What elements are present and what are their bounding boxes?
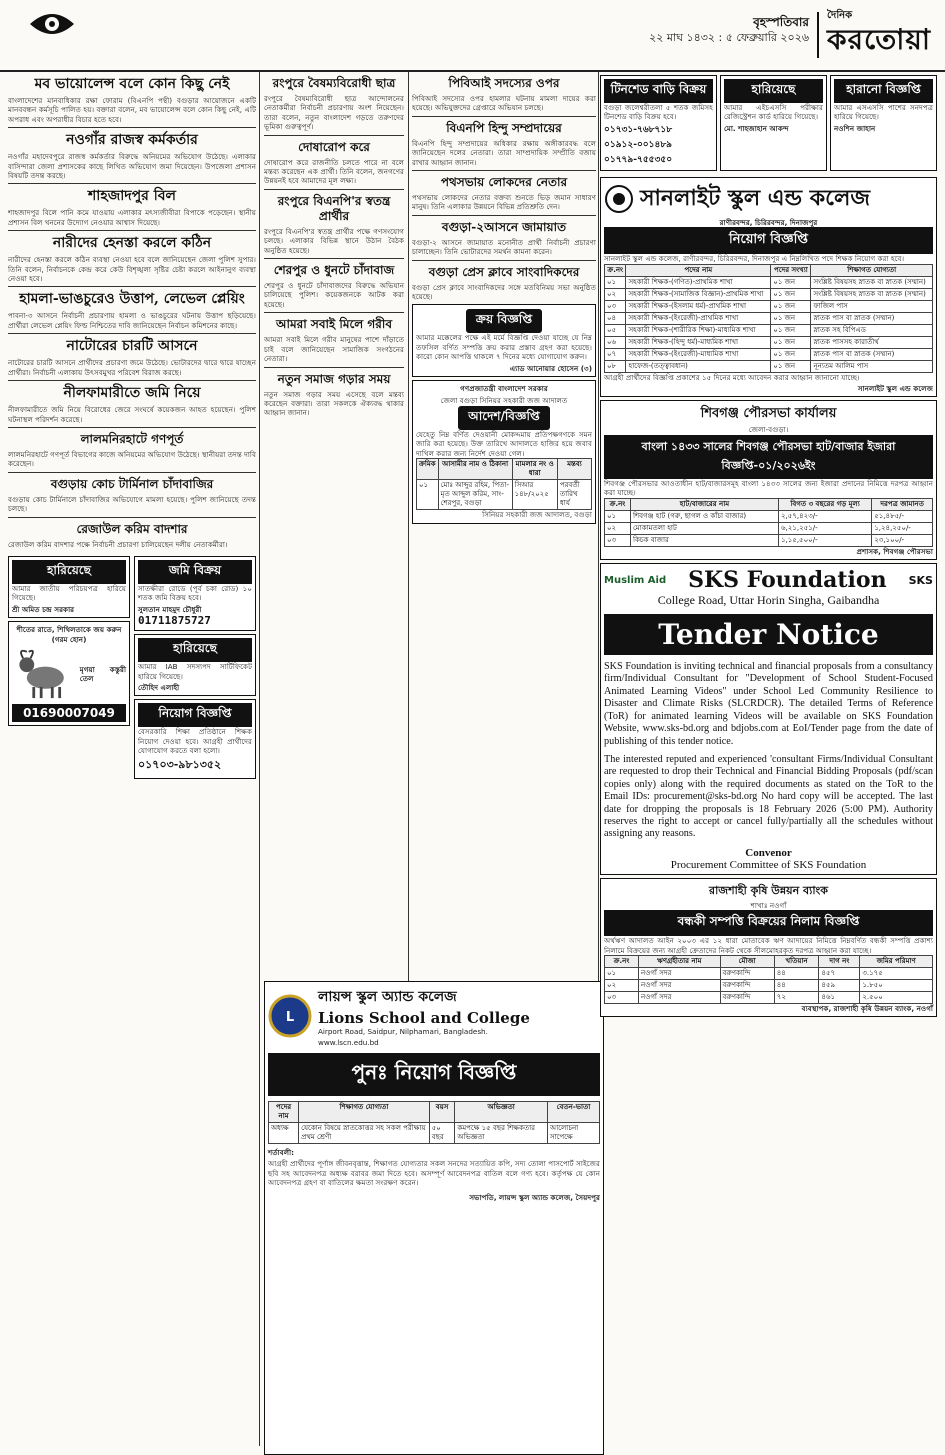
th: ঋণগ্রহীতার নাম [639, 955, 720, 967]
td: সিআর ১৪৮/২০২৫ [512, 480, 557, 510]
sunlight-sign: সানলাইট স্কুল এন্ড কলেজ [857, 384, 933, 394]
sunlight-notice: নিয়োগ বিজ্ঞপ্তি [604, 227, 933, 254]
divider [264, 135, 404, 136]
th: মন্তব্য [557, 459, 591, 480]
td: ২৩,১০০/- [872, 534, 933, 546]
news-headline[interactable]: দোষারোপ করে [298, 139, 370, 154]
td: ১,১৫,৫০০/- [778, 534, 871, 546]
table-header [417, 459, 592, 480]
divider [412, 215, 596, 216]
ad-sign: শ্রী অমিত চন্দ্র সরকার [12, 604, 75, 614]
td: নওগাঁ সদর [639, 991, 720, 1003]
divider [8, 517, 256, 518]
ad-phone[interactable]: ০১৯১২-০০১৪৮৯ [604, 139, 673, 150]
lions-terms: আগ্রহী প্রার্থীদের পূর্ণাঙ্গ জীবনবৃত্তান্ত, শিক্ষাগত যোগ্যতার সকল সনদের সত্যায়িত কপি, সদ্য তোলা পাসপোর্ট সাইজের ছবি সহ আবেদনপত্র অধ্যক্ষ বরাবর জমা দিতে হবে। অসম্পূর্ণ আবেদনপত্র বাতিল বলে গণ্য হবে। কর্তৃপক্ষ যে কোন আবেদনপত্র গ্রহণ বা বাতিলের ক্ষমতা সংরক্ষণ করেন। [268, 1159, 600, 1188]
ad-lost-4 [830, 75, 937, 171]
td: ০২ [605, 522, 631, 534]
th: বেতন-ভাতা [547, 1101, 599, 1122]
table-row [605, 991, 933, 1003]
ad-title: জমি বিক্রয় [138, 560, 252, 584]
tender-banner: Tender Notice [604, 614, 933, 655]
td: কিচক বাজার [630, 534, 778, 546]
news-body: শেরপুর ও ধুনটে চাঁদাবাজদের বিরুদ্ধে অভিযান চালিয়েছে পুলিশ। কয়েকজনকে আটক করা হয়েছে। [264, 281, 404, 309]
ad-phone[interactable]: ০১৭০৩-৯৮১৩৫২ [138, 757, 222, 771]
lions-address: Airport Road, Saidpur, Nilphamari, Bangladesh. [318, 1027, 488, 1036]
th: পদের নাম [269, 1101, 299, 1122]
table-row [605, 534, 933, 546]
krishi-title: রাজশাহী কৃষি উন্নয়ন ব্যাংক [709, 883, 828, 897]
td: সংশ্লিষ্ট বিষয়সহ স্নাতক বা স্নাতক (সম্মান) [811, 288, 933, 300]
td: অধ্যক্ষ [269, 1122, 299, 1143]
table-row [605, 522, 933, 534]
td: সহকারী শিক্ষক-(গণিত)-প্রাথমিক শাখা [626, 276, 771, 288]
court-sign: সিনিয়র সহকারী জজ আদালত, বগুড়া [482, 510, 592, 520]
td: ০১ জন [771, 300, 811, 312]
ad-tinshed [600, 75, 717, 171]
td: মোকামতলা হাট [630, 522, 778, 534]
divider [8, 427, 256, 428]
ad-title: টিনশেড বাড়ি বিক্রয় [604, 79, 713, 103]
th: পদের নাম [626, 264, 771, 276]
td: বরুণকান্দি [720, 979, 774, 991]
court-title: আদেশ/বিজ্ঞপ্তি [458, 406, 550, 430]
news-headline[interactable]: নতুন সমাজ গড়ার সময় [277, 371, 391, 386]
td: ০১ [605, 967, 639, 979]
shib-sign: প্রশাসক, শিবগঞ্জ পৌরসভা [856, 546, 933, 556]
ad-lost-2 [134, 634, 256, 696]
lions-logo-icon [268, 994, 312, 1038]
ad-sign: সুলতান মাহমুদ চৌধুরী [138, 604, 202, 614]
lions-title-en: Lions School and College [318, 1009, 530, 1027]
sks-sign-2: Procurement Committee of SKS Foundation [670, 858, 867, 871]
news-body: দোষারোপ করে রাজনীতি চলতে পারে না বলে মন্তব্য করেছেন এক প্রার্থী। তিনি বলেন, জনগণের উন্নয়নই হবে আমাদের মূল লক্ষ্য। [264, 157, 404, 186]
td: ০১ [417, 480, 439, 510]
column-4 [600, 72, 937, 1446]
news-body: বগুড়ায় কোচ টার্মিনালে চাঁদাবাজির অভিযোগে মামলা হয়েছে। পুলিশ জানিয়েছে তদন্ত চলছে। [8, 494, 256, 514]
shib-text: শিবগঞ্জ পৌরসভার আওতাধীন হাট/বাজারসমূহ বাংলা ১৪৩৩ সালের জন্য ইজারা প্রদানের নিমিত্তে দরপত্র আহ্বান করা যাচ্ছে। [604, 478, 933, 498]
svg-text:L: L [285, 1010, 295, 1026]
td: ৪৫৯ [819, 979, 860, 991]
news-body: রংপুরে বিএনপি'র স্বতন্ত্র প্রার্থীর পক্ষে গণসংযোগ চলছে। এলাকার বিভিন্ন স্থানে উঠান বৈঠক অনুষ্ঠিত হয়েছে। [264, 226, 404, 255]
lions-sign: সভাপতি, লায়ন্স স্কুল অ্যান্ড কলেজ, সৈয়দপুর [469, 1193, 600, 1203]
td: ০১ জন [771, 324, 811, 336]
td: ০৬ [605, 336, 626, 348]
krishi-sign: ব্যবস্থাপক, রাজশাহী কৃষি উন্নয়ন ব্যাংক, নওগাঁ [801, 1003, 933, 1013]
top-classifieds [600, 72, 937, 174]
news-body: পথসভায় লোকদের নেতার বক্তব্য শুনতে ভিড় জমান সাধারণ মানুষ। তিনি এলাকার উন্নয়নে বিভিন্ন প্রতিশ্রুতি দেন। [412, 193, 596, 212]
news-headline[interactable]: পথসভায় লোকদের নেতার [440, 175, 568, 190]
ad-phone[interactable]: ০১৭৭৯-৭৫৫৩৫০ [604, 154, 673, 165]
td: হাফেজ-(তত্ত্বাবধান) [626, 360, 771, 372]
th: খতিয়ান [774, 955, 819, 967]
ad-body: আমার এইচএসসি পরীক্ষার রেজিস্ট্রেশন কার্ড হারিয়ে গিয়েছে। [723, 103, 823, 122]
krishi-notice: বন্ধকী সম্পত্তি বিক্রয়ের নিলাম বিজ্ঞপ্তি [604, 910, 933, 936]
muslim-aid-logo: Muslim Aid [604, 574, 667, 586]
lions-header [268, 985, 600, 1048]
sunlight-title: সানলাইট স্কুল এন্ড কলেজ [640, 184, 871, 211]
divider [8, 127, 256, 128]
news-headline[interactable]: রংপুরে বিএনপি'র স্বতন্ত্র প্রার্থীর [277, 193, 391, 223]
td: ০১ জন [771, 348, 811, 360]
td: ০৫ [605, 324, 626, 336]
sks-address: College Road, Uttar Horin Singha, Gaibandha [657, 593, 880, 608]
divider [8, 230, 256, 231]
td: মোঃ আব্দুর রহিম, পিতা- মৃত আব্দুল করিম, সাং- শেরপুর, বগুড়া [438, 480, 512, 510]
table-row [605, 324, 933, 336]
divider [264, 258, 404, 259]
ad-body: বেসরকারি শিক্ষা প্রতিষ্ঠানে শিক্ষক নিয়োগ দেওয়া হবে। আগ্রহী প্রার্থীদের যোগাযোগ করতে বলা হলো। [138, 727, 252, 756]
td: ৫১,৪৮৫/- [872, 510, 933, 522]
table-header [605, 264, 933, 276]
td: ০১ [605, 276, 626, 288]
td: স্নাতক পাস বা স্নাতক (সম্মান) [811, 348, 933, 360]
td: বরুণকান্দি [720, 967, 774, 979]
news-body: বগুড়া-২ আসনে জামায়াত মনোনীত প্রার্থী নির্বাচনী প্রচারণা চালাচ্ছেন। তিনি ভোটারদের সমর্থন কামনা করেন। [412, 237, 596, 257]
td: শিবগঞ্জ হাট (গরু, ছাগল ও কাঁচা বাজার) [630, 510, 778, 522]
ad-title: নিয়োগ বিজ্ঞপ্তি [138, 703, 252, 727]
court-govt: গণপ্রজাতন্ত্রী বাংলাদেশ সরকার [460, 384, 548, 394]
news-headline[interactable]: রেজাউল করিম বাদশার [76, 521, 188, 536]
td: ০২ [605, 979, 639, 991]
news-headline[interactable]: নওগাঁর রাজস্ব কর্মকর্তার [66, 132, 198, 149]
divider [412, 170, 596, 171]
column-1 [8, 72, 256, 1446]
th: ক্র.নং [605, 498, 631, 510]
news-body: শাহজাদপুর বিলে পানি কমে যাওয়ায় এলাকার মৎস্যজীবীরা বিপাকে পড়েছেন। স্থানীয় প্রশাসন বিল খননের উদ্যোগ নেওয়ার আশ্বাস দিয়েছে। [8, 208, 256, 227]
td: ০৭ [605, 348, 626, 360]
lions-school-ad [264, 981, 604, 1455]
sks-paragraph-2: The interested reputed and experienced 'consultant Firms/Individual Consultant are requested to drop their Technical and Financial Bidding Proposals (pdf/scan copies only) along with the required documents as stated on the ToR to the Email IDs: procurement@sks-bd.org No hard copy will be accepted. The last date for dropping the proposals is 18 February 2026 (5:00 PM). Authority reserves the right to accept or cancel fully/partially all the schedules without assigning any reasons. [604, 753, 933, 840]
ad-body: বগুড়া জলেশ্বরীতলা ৫ শতক জমিসহ টিনশেড বাড়ি বিক্রয় হবে। [604, 103, 713, 122]
lions-title-bn: লায়ন্স স্কুল অ্যান্ড কলেজ [318, 989, 457, 1005]
td: কমপক্ষে ১৫ বছর শিক্ষকতার অভিজ্ঞতা [455, 1122, 548, 1143]
shib-sub: জেলা-বগুড়া। [748, 425, 789, 435]
ad-phone[interactable]: ০১৭৩১-৭৬৮৭১৮ [604, 124, 673, 135]
news-body: নওগাঁর মহাদেবপুরে রাজস্ব কর্মকর্তার বিরুদ্ধে অনিয়মের অভিযোগ উঠেছে। এলাকার বাসিন্দারা জেলা প্রশাসকের কাছে লিখিত অভিযোগ জমা দিয়েছেন। উপজেলা প্রশাসন বিষয়টি তদন্ত করছে। [8, 152, 256, 181]
table-row [605, 276, 933, 288]
sks-paragraph-1: SKS Foundation is inviting technical and financial proposals from a consultancy firm/Individual Consultant for "Development of School Student-Focused Animated Learning Videos" under School Led Community Resilience to Disaster and Climate Risks (SLCRDCR). The detailed Terms of Reference (ToR) for animated learning Videos will be available on SKS Foundation Website, www.sks-bd.org and bdjobs.com at EoI/Tender page from the date of publishing of this tender notice. [604, 661, 933, 747]
ad-sign: তৌহিদ এলাহী [138, 682, 180, 692]
sunlight-footer: আগ্রহী প্রার্থীদের বিজ্ঞপ্তি প্রকাশের ১৫ দিনের মধ্যে আবেদন করার আহ্বান জানানো যাচ্ছে। [604, 372, 860, 382]
ad-sign: নওশিন জাহান [833, 123, 876, 133]
td: ১.৮৫০ [860, 979, 933, 991]
krishi-sub: শাখাঃ নওগাঁ [750, 900, 787, 910]
table-row [605, 312, 933, 324]
sks-title: SKS Foundation [688, 567, 887, 594]
td: ০৩ [605, 300, 626, 312]
ad-body: আমার এসএসসি পাশের সনদপত্র হারিয়ে গিয়েছে। [833, 103, 933, 122]
ad-phone[interactable]: 01711875727 [138, 614, 211, 628]
td: ১,২৪,২৫০/- [872, 522, 933, 534]
classified-row [8, 553, 256, 782]
td: ৩.১৭৫ [860, 967, 933, 979]
news-headline[interactable]: মব ভায়োলেন্স বলে কোন কিছু নেই [34, 76, 230, 92]
lions-banner: পুনঃ নিয়োগ বিজ্ঞপ্তি [268, 1053, 600, 1096]
shib-notice: বাংলা ১৪৩৩ সালের শিবগঞ্জ পৌরসভা হাট/বাজার ইজারা বিজ্ঞপ্তি-০১/২০২৬ইং [604, 435, 933, 479]
th: ক্র.নং [605, 955, 639, 967]
news-headline[interactable]: শাহজাদপুর বিল [88, 188, 176, 205]
sunlight-sub: রাণীরবন্দর, চিরিরবন্দর, দিনাজপুর [719, 217, 818, 227]
td: ফাজিল পাস [811, 300, 933, 312]
date-label: ২২ মাঘ ১৪৩২ : ৫ ফেব্রুয়ারি ২০২৬ [649, 31, 810, 44]
masthead-right [649, 8, 931, 58]
th: পদের সংখ্যা [771, 264, 811, 276]
ad-phone[interactable]: 01690007049 [12, 704, 126, 722]
ad-body: সাতক্ষীরা রোডে (পূর্ব চকা রোড) ১০ শতক জমি বিক্রয় হবে। [138, 583, 252, 603]
day-label: বৃহস্পতিবার [753, 15, 810, 29]
news-headline[interactable]: হামলা-ভাঙচুরেও উত্তাপ, লেভেল প্লেয়িং [19, 291, 245, 308]
news-headline[interactable]: নীলফামারীতে জমি নিয়ে [63, 385, 201, 402]
table-row [605, 510, 933, 522]
lions-site[interactable]: www.lscn.edu.bd [318, 1038, 379, 1048]
divider [264, 312, 404, 313]
ad-sign: এ্যাড আনোয়ার হোসেন (৩) [509, 363, 592, 373]
td: ৪৪ [774, 979, 819, 991]
krishi-bank-ad [600, 878, 937, 1018]
table-row [605, 360, 933, 372]
td: পরবর্তী তারিখ ধার্য [557, 480, 591, 510]
shibganj-ad [600, 400, 937, 560]
th: জমির পরিমাণ [860, 955, 933, 967]
sunlight-header [604, 181, 933, 218]
paper-logo-icon [28, 10, 76, 38]
th: মামলার নং ও ধারা [512, 459, 557, 480]
td: স্নাতক সহ বিপিএড [811, 324, 933, 336]
krishi-table [604, 955, 933, 1004]
news-headline[interactable]: নারীদের হেনস্তা করলে কঠিন [52, 235, 212, 252]
td: ৪৪ [774, 967, 819, 979]
ad-title: হারিয়েছে [12, 560, 126, 584]
sks-sign-1: Convenor [745, 846, 792, 859]
divider [8, 472, 256, 473]
ad-goat-body [12, 644, 126, 704]
table-row [605, 300, 933, 312]
td: ৬,২১,২৫১/- [778, 522, 871, 534]
news-body: রংপুরে বৈষম্যবিরোধী ছাত্র আন্দোলনের নেতাকর্মীরা নির্বাচনী প্রচারণায় অংশ নিয়েছেন। তারা বলেন, নতুন বাংলাদেশ গড়তে তরুণদের ভূমিকা গুরুত্বপূর্ণ। [264, 94, 404, 132]
table-header [605, 955, 933, 967]
th: মৌজা [720, 955, 774, 967]
sunlight-intro: সানলাইট স্কুল এন্ড কলেজ, রাণীরবন্দর, চিরিরবন্দর, দিনাজপুর এ নিম্নলিখিত পদে শিক্ষক নিয়োগ করা হবে। [604, 254, 905, 264]
lions-titles [318, 985, 530, 1048]
sks-logo: SKS [908, 573, 933, 587]
td: ৪৫৭ [819, 967, 860, 979]
td: ০১ জন [771, 336, 811, 348]
news-body: বগুড়া প্রেস ক্লাবে সাংবাদিকদের সঙ্গে মতবিনিময় সভা অনুষ্ঠিত হয়েছে। [412, 282, 596, 302]
td: সহকারী শিক্ষক-(ইসলাম ধর্ম)-প্রাথমিক শাখা [626, 300, 771, 312]
td: সহকারী শিক্ষক-(হিন্দু ধর্ম)-মাধ্যমিক শাখা [626, 336, 771, 348]
masthead [0, 0, 945, 72]
table-row [605, 288, 933, 300]
news-headline[interactable]: বগুড়া প্রেস ক্লাবে সাংবাদিকদের [428, 264, 580, 279]
td: স্নাতক পাস বা স্নাতক (সম্মান) [811, 312, 933, 324]
ad-title: হারিয়েছে [724, 79, 823, 103]
sks-tender-ad [600, 563, 937, 875]
ad-title: শীতের রাতে, শিথিলতাকে জয় করুন (গরম হোন) [16, 625, 122, 644]
divider [264, 189, 404, 190]
news-body: লালমনিরহাটে গণপূর্ত বিভাগের কাজে অনিয়মের অভিযোগ উঠেছে। স্থানীয়রা তদন্ত দাবি করেছেন। [8, 449, 256, 469]
td: সহকারী শিক্ষক-(শারীরিক শিক্ষা)-মাধ্যমিক শাখা [626, 324, 771, 336]
td: স্নাতক পাসসহ কারাতীর্থ [811, 336, 933, 348]
news-body: বিএনপি হিন্দু সম্প্রদায়ের অধিকার রক্ষায় অঙ্গীকারবদ্ধ বলে জানিয়েছেন দলের নেতারা। তারা সাম্প্রদায়িক সম্প্রীতি বজায় রাখার আহ্বান জানান। [412, 138, 596, 167]
td: ০১ জন [771, 360, 811, 372]
court-office: জেলা বগুড়া সিনিয়র সহকারী জজ আদালত [440, 395, 568, 405]
td: ০৪ [605, 312, 626, 324]
news-body: পাবনা-৩ আসনে নির্বাচনী প্রচারণায় হামলা ও ভাঙচুরের ঘটনায় উত্তাপ ছড়িয়েছে। প্রার্থীরা লেভেল প্লেয়িং ফিল্ড নিশ্চিতের দাবি জানিয়েছেন নির্বাচন কমিশনের কাছে। [8, 311, 256, 330]
paper-prefix: দৈনিক [827, 10, 853, 21]
ad-body: আমার IAB সদস্যপদ সার্টিফিকেট হারিয়ে গিয়েছে। [138, 662, 252, 681]
masthead-dates [649, 14, 809, 46]
td: ০১ জন [771, 276, 811, 288]
news-body: নতুন সমাজ গড়ার সময় এসেছে বলে মন্তব্য করেছেন বক্তারা। তারা সকলকে ঐক্যবদ্ধ থাকার আহ্বান জানান। [264, 389, 404, 418]
td: নওগাঁ সদর [639, 967, 720, 979]
news-body: আমরা সবাই মিলে গরীব মানুষের পাশে দাঁড়াতে চাই বলে জানিয়েছেন সামাজিক সংগঠনের নেতারা। [264, 335, 404, 364]
td: ০৩ [605, 991, 639, 1003]
th: ক্র.নং [605, 264, 626, 276]
masthead-divider [817, 12, 819, 58]
ad-goat [8, 621, 130, 726]
news-headline[interactable]: রংপুরে বৈষম্যবিরোধী ছাত্র [272, 76, 396, 90]
td: ০১ জন [771, 288, 811, 300]
td: সংশ্লিষ্ট বিষয়সহ স্নাতক বা স্নাতক (সম্মান) [811, 276, 933, 288]
td: সহকারী শিক্ষক-(ইংরেজী)-প্রাথমিক শাখা [626, 312, 771, 324]
td: বরুণকান্দি [720, 991, 774, 1003]
th: আসামীর নাম ও ঠিকানা [438, 459, 512, 480]
th: দরপত্র জামানত [872, 498, 933, 510]
court-table [416, 458, 592, 510]
news-headline[interactable]: বগুড়া-২আসনে জামায়াত [441, 219, 567, 234]
sunlight-table [604, 264, 933, 373]
court-body: যেহেতু নিম্ন বর্ণিত দেওয়ানী মোকদ্দমায় প্রতিপক্ষগণকে সমন জারি করা হয়েছে। উক্ত তারিখে আদালতে হাজির হয়ে জবাব দাখিল করার জন্য নির্দেশ দেওয়া গেল। [416, 429, 592, 458]
news-headline[interactable]: লালমনিরহাটে গণপূর্ত [80, 431, 184, 446]
ad-product: মৃগয়া কস্তুরী তেল [79, 664, 126, 683]
td: ৫০ বছর [429, 1122, 455, 1143]
divider [8, 333, 256, 334]
td: ২,৫৭,৪২৩/- [778, 510, 871, 522]
td: ০৮ [605, 360, 626, 372]
classified-left [8, 553, 130, 782]
column-divider [259, 72, 260, 1446]
news-headline[interactable]: নাটোরের চারটি আসনে [66, 338, 198, 355]
divider [264, 367, 404, 368]
krishi-text: অর্থঋণ আদালত আইন ২০০৩ এর ১২ ধারা মোতাবেক ঋণ আদায়ের নিমিত্তে নিম্নবর্ণিত বন্ধকী সম্পত্তি প্রকাশ্য নিলামে বিক্রয়ের জন্য আগ্রহী ক্রেতাদের নিকট থেকে সীলমোহরকৃত দরপত্র আহ্বান করা যাচ্ছে। [604, 936, 933, 955]
paper-name: করতোয়া [827, 23, 931, 56]
lions-table [268, 1101, 600, 1144]
ad-lost-3 [720, 75, 827, 171]
lions-terms-title: শর্তাবলী: [268, 1147, 295, 1157]
table-row [417, 480, 592, 510]
news-body: নাটোরের চারটি আসনে প্রার্থীদের প্রচারণা জমে উঠেছে। ভোটারদের দ্বারে দ্বারে যাচ্ছেন প্রার্থীরা। নির্বাচনী এলাকায় উৎসবমুখর পরিবেশ বিরাজ করছে। [8, 358, 256, 377]
td: নূন্যতম আলিম পাস [811, 360, 933, 372]
divider [8, 286, 256, 287]
sks-header [604, 567, 933, 593]
td: ২.৫০০ [860, 991, 933, 1003]
ad-lost-1 [8, 556, 130, 618]
school-seal-icon [604, 184, 634, 214]
divider [412, 116, 596, 117]
ad-sign: মো. শাহজাহান আকন্দ [723, 123, 789, 133]
news-body: পিবিআই সদস্যের ওপর হামলার ঘটনায় মামলা দায়ের করা হয়েছে। অভিযুক্তদের গ্রেপ্তারে অভিযান চলছে। [412, 94, 596, 113]
classified-right [134, 553, 256, 782]
table-row [605, 336, 933, 348]
table-header [269, 1101, 600, 1122]
sunlight-ad [600, 177, 937, 398]
table-row [605, 967, 933, 979]
td: সহকারী শিক্ষক-(সামাজিক বিজ্ঞান)-প্রাথমিক শাখা [626, 288, 771, 300]
table-row [269, 1122, 600, 1143]
goat-icon [12, 644, 77, 704]
td: যেকোন বিষয়ে স্নাতকোত্তর সহ সকল পরীক্ষায় প্রথম শ্রেণী [299, 1122, 430, 1143]
th: শিক্ষাগত যোগ্যতা [299, 1101, 430, 1122]
divider [412, 260, 596, 261]
th: বয়স [429, 1101, 455, 1122]
divider [8, 380, 256, 381]
column-3 [412, 72, 596, 972]
ad-body: আমার জাতীয় পরিচয়পত্র হারিয়ে গিয়েছে। [12, 583, 126, 603]
td: আলোচনা সাপেক্ষে [547, 1122, 599, 1143]
news-body: নীলফামারীতে জমি নিয়ে বিরোধের জেরে সংঘর্ষে কয়েকজন আহত হয়েছেন। পুলিশ ঘটনাস্থল পরিদর্শন করেছে। [8, 405, 256, 424]
td: ০১ [605, 510, 631, 522]
ad-buy-notice [412, 304, 596, 377]
td: ৭২ [774, 991, 819, 1003]
divider [8, 183, 256, 184]
ad-title: হারানো বিজ্ঞপ্তি [834, 79, 933, 103]
news-headline[interactable]: শেরপুর ও ধুনটে চাঁদাবাজ [273, 263, 395, 278]
th: দাগ নং [819, 955, 860, 967]
ad-land [134, 556, 256, 631]
th: শিক্ষাগত যোগ্যতা [811, 264, 933, 276]
td: নওগাঁ সদর [639, 979, 720, 991]
court-notice [412, 380, 596, 523]
news-headline[interactable]: আমরা সবাই মিলে গরীব [275, 317, 393, 332]
table-row [605, 979, 933, 991]
news-headline[interactable]: বগুড়ায় কোচ টার্মিনাল চাঁদাবাজির [50, 476, 214, 491]
news-headline[interactable]: পিবিআই সদস্যের ওপর [448, 76, 560, 90]
table-row [605, 348, 933, 360]
paper-name-block [827, 8, 931, 55]
shib-table [604, 498, 933, 547]
news-headline[interactable]: বিএনপি হিন্দু সম্প্রদায়ের [446, 120, 562, 135]
td: ০৩ [605, 534, 631, 546]
th: অভিজ্ঞতা [455, 1101, 548, 1122]
th: ক্রমিক [417, 459, 439, 480]
news-body: বাংলাদেশের মানবাধিকার রক্ষা ফোরাম (বিএনপি পন্থী) বগুড়ার আয়োজনে একটি মানববন্ধন কর্মসূচি পালিত হয়। বক্তারা বলেন, মব ভায়োলেন্স বলে কোন কিছু নেই, এটি অপরাধ এবং অপরাধীর বিচার হতে হবে। [8, 96, 256, 124]
td: ০১ জন [771, 312, 811, 324]
ad-title: হারিয়েছে [138, 638, 252, 662]
table-header [605, 498, 933, 510]
ad-title: ক্রয় বিজ্ঞপ্তি [466, 309, 542, 333]
ad-recruit [134, 699, 256, 778]
th: বিগত ৩ বছরের গড় মূল্য [778, 498, 871, 510]
td: ৪৬১ [819, 991, 860, 1003]
th: হাট/বাজারের নাম [630, 498, 778, 510]
td: ০২ [605, 288, 626, 300]
shib-title: শিবগঞ্জ পৌরসভা কার্যালয় [700, 406, 837, 422]
news-body: রেজাউল করিম বাদশার পক্ষে নির্বাচনী প্রচারণা চালিয়েছেন দলীয় নেতাকর্মীরা। [8, 539, 228, 549]
ad-body: আমার মক্কেলের পক্ষে এই মর্মে বিজ্ঞপ্তি দেওয়া যাচ্ছে যে নিম্ন তফসিল বর্ণিত সম্পত্তি ক্রয় করার প্রস্তাব গ্রহণ করা হয়েছে। কারো কোন আপত্তি থাকলে ৭ দিনের মধ্যে যোগাযোগ করুন। [416, 333, 592, 362]
news-body: নারীদের হেনস্তা করলে কঠিন ব্যবস্থা নেওয়া হবে বলে জানিয়েছেন জেলা পুলিশ সুপার। তিনি বলেন, নির্বাচনকে কেন্দ্র করে কেউ বিশৃঙ্খলা সৃষ্টির চেষ্টা করলে আইনানুগ ব্যবস্থা নেওয়া হবে। [8, 255, 256, 284]
td: সহকারী শিক্ষক-(ইংরেজী)-মাধ্যমিক শাখা [626, 348, 771, 360]
